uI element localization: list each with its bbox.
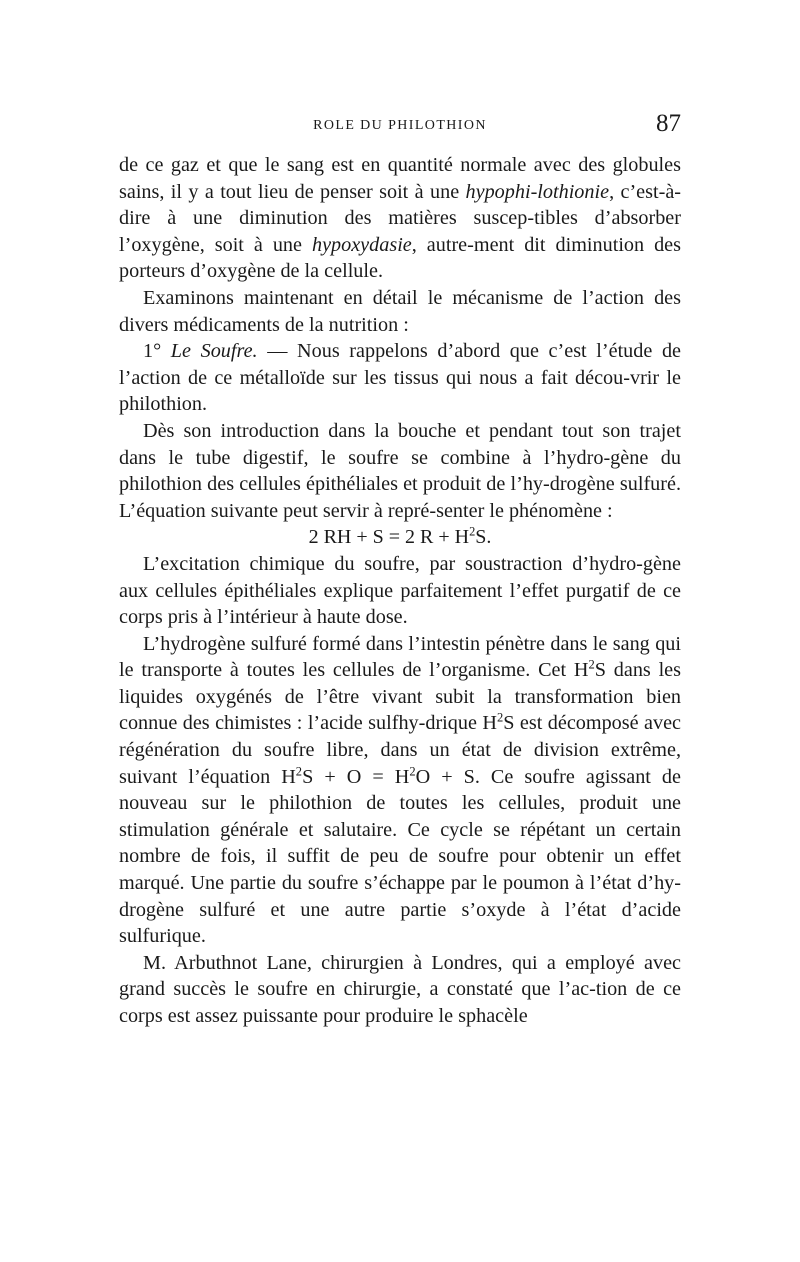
page-number: 87 — [656, 110, 681, 137]
section-number: 1° — [143, 340, 162, 363]
paragraph-des-son-introduction: Dès son introduction dans la bouche et pendant tout son trajet dans le tube digestif, le soufre se combine à l’hydro-gène du philothion des cellules épithéliales et produit de l’hy-drogène sulfuré. L’équation suivante peut servir à repré-senter le phénomène : — [119, 419, 681, 522]
running-header — [119, 110, 681, 144]
section-dash: — — [257, 340, 298, 363]
text-segment: , autre-ment dit diminution des porteurs d’oxygène de la cellule. — [119, 233, 682, 283]
superscript: 2 — [409, 763, 416, 778]
paragraph-hydrogene-sulfure — [119, 631, 681, 950]
text-segment: S + O = H — [302, 765, 410, 788]
text-segment: L’hydrogène sulfuré formé dans l’intestin pénètre dans le sang qui le transporte à toutes les cellules de l’organisme. Cet H — [119, 632, 681, 682]
equation-part: S. — [475, 526, 492, 549]
text-segment: , c’est-à-dire à une diminution des matières suscep-tibles d’absorber l’oxygène, soit à une — [119, 180, 681, 256]
text-segment: S est décomposé avec régénération du soufre libre, dans un état de division extrême, suivant l’équation H — [119, 712, 681, 788]
equation — [119, 524, 681, 551]
equation-superscript: 2 — [469, 524, 476, 539]
paragraph-hypophilothionie — [119, 152, 681, 285]
equation-part: 2 RH + S = 2 R + H — [308, 526, 470, 549]
text-segment: O + S. Ce soufre agissant de nouveau sur le philothion de toutes les cellules, produit une stimulation générale et salutaire. Ce cycle se répétant un certain nombre de fois, il suffit de peu de soufre pour obtenir un effet marqué. Une partie du soufre s’échappe par le poumon à l’état d’hy-drogène sulfuré et une autre partie s’oxyde à l’état d’acide sulfurique. — [119, 765, 681, 948]
body-text — [119, 152, 681, 1030]
superscript: 2 — [588, 657, 595, 672]
text-segment: de ce gaz et que le sang est en quantité normale avec des globules sains, il y a tout lieu de penser soit à une — [119, 154, 681, 203]
paragraph-arbuthnot-lane: M. Arbuthnot Lane, chirurgien à Londres, qui a employé avec grand succès le soufre en chirurgie, a constaté que l’ac-tion de ce corps est assez puissante pour produire le sphacèle — [119, 951, 681, 1027]
italic-term-hypoxydasie: hypoxydasie — [311, 233, 412, 256]
superscript: 2 — [295, 763, 303, 778]
section-le-soufre — [119, 338, 681, 418]
paragraph-excitation-chimique: L’excitation chimique du soufre, par soustraction d’hydro-gène aux cellules épithéliales explique parfaitement l’effet purgatif de ce corps pris à l’intérieur à haute dose. — [119, 552, 681, 629]
section-text: Nous rappelons d’abord que c’est l’étude de l’action de ce métalloïde sur les tissus qui nous a fait décou-vrir le philothion. — [119, 340, 682, 416]
running-title: ROLE DU PHILOTHION — [313, 118, 487, 133]
text-segment: S dans les liquides oxygénés de l’être vivant subit la transformation bien connue des chimistes : l’acide sulfhy-drique H — [119, 659, 681, 735]
italic-term-hypophilothionie: hypophi-lothionie — [465, 180, 610, 203]
paragraph-examinons: Examinons maintenant en détail le mécanisme de l’action des divers médicaments de la nutrition : — [119, 286, 681, 336]
superscript: 2 — [496, 710, 504, 725]
section-title: Le Soufre. — [170, 340, 258, 363]
book-page — [119, 110, 681, 1030]
